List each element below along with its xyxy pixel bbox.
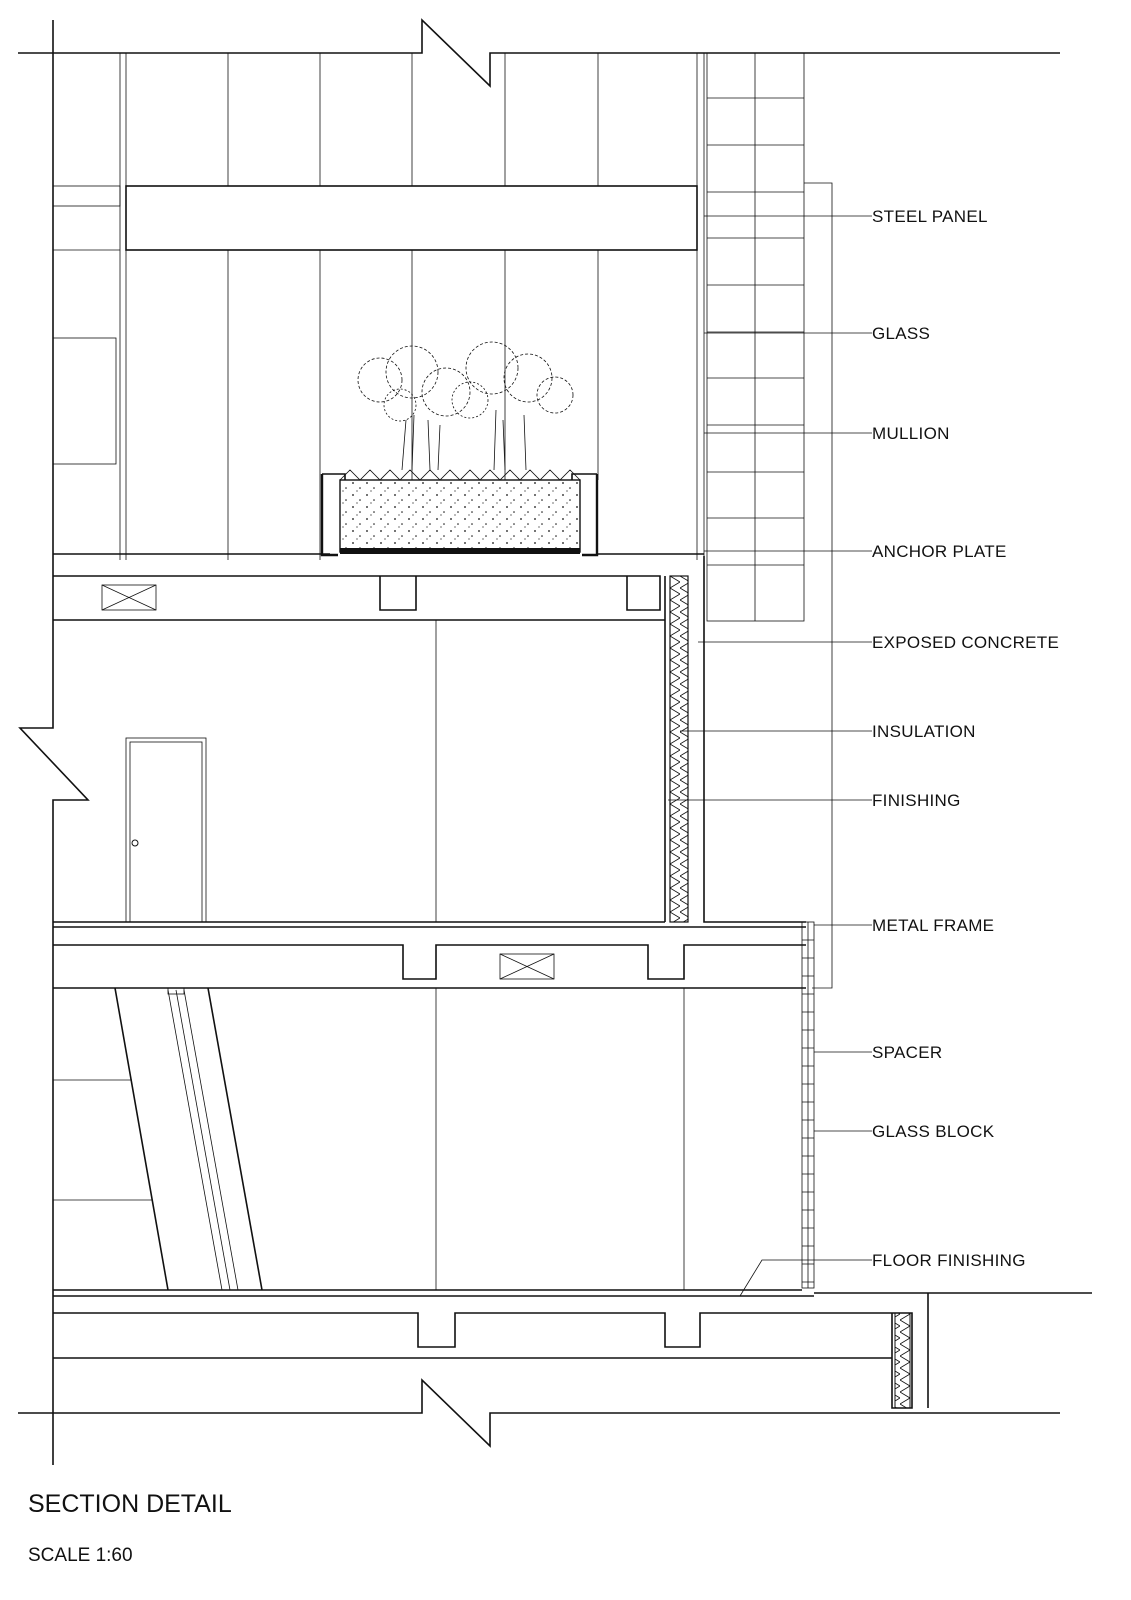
label-floor-finishing: FLOOR FINISHING	[872, 1251, 1026, 1270]
ground-room	[53, 988, 1092, 1296]
label-glass: GLASS	[872, 324, 931, 343]
label-exposed-concrete: EXPOSED CONCRETE	[872, 633, 1060, 652]
trees-illustration	[358, 342, 573, 470]
steel-panel-grid	[707, 53, 804, 621]
drawing-scale: SCALE 1:60	[28, 1545, 133, 1566]
label-spacer: SPACER	[872, 1043, 943, 1062]
lower-slab	[53, 927, 806, 988]
middle-room	[53, 620, 665, 922]
top-break-line	[18, 20, 1060, 86]
label-finishing: FINISHING	[872, 791, 961, 810]
foundation	[53, 1293, 928, 1408]
concrete-wall	[665, 556, 806, 922]
glass-block-wall	[802, 922, 814, 1288]
upper-slab	[53, 576, 665, 620]
label-metal-frame: METAL FRAME	[872, 916, 995, 935]
label-anchor-plate: ANCHOR PLATE	[872, 542, 1007, 561]
leader-lines	[668, 183, 872, 1296]
planter	[322, 470, 597, 555]
left-break-line	[20, 20, 88, 1465]
label-mullion: MULLION	[872, 424, 950, 443]
label-insulation: INSULATION	[872, 722, 976, 741]
label-glass-block: GLASS BLOCK	[872, 1122, 995, 1141]
label-steel-panel: STEEL PANEL	[872, 207, 988, 226]
drawing-title: SECTION DETAIL	[28, 1490, 232, 1518]
